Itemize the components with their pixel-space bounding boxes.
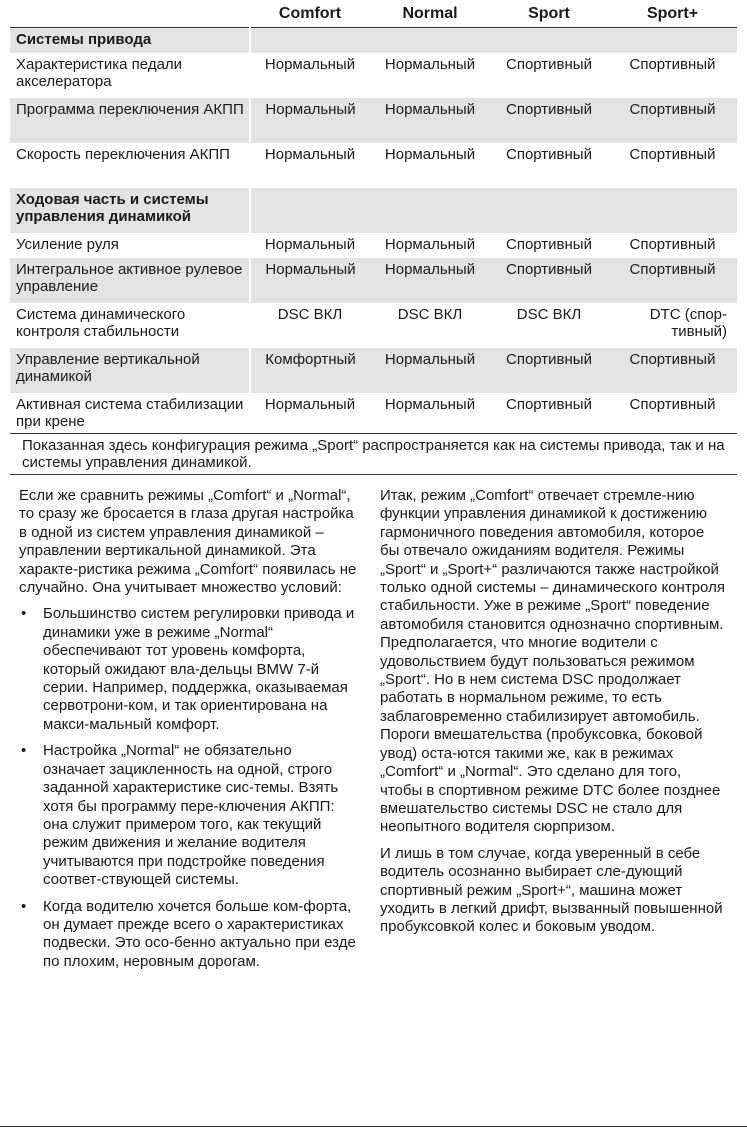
table-section-row <box>10 188 737 233</box>
cell-value: Нормальный <box>370 98 490 143</box>
cell-value: Спортивный <box>506 55 592 73</box>
cell-value: Нормальный <box>384 145 476 163</box>
right-paragraph-2: И лишь в том случае, когда уверенный в себе водитель осознанно выбирает сле-дующий спортивный режим „Sport+“, машина может уходить в легкий дрифт, вызванный повышенной пробуксовкой колес и боковым уводом. <box>380 844 723 936</box>
cell-value: DSC ВКЛ <box>277 305 343 323</box>
bullet-list <box>19 605 357 971</box>
cell-value: Спортивный <box>490 258 608 303</box>
section-label: Ходовая часть и системы управления динамикой <box>10 188 250 233</box>
drive-mode-table <box>10 0 737 438</box>
row-label: Управление вертикальной динамикой <box>10 348 250 393</box>
cell-value: Спортивный <box>629 55 716 73</box>
cell-value: Комфортный <box>250 348 370 393</box>
section-label: Системы привода <box>10 28 250 53</box>
cell-value: Нормальный <box>250 258 370 303</box>
table-row <box>10 233 737 258</box>
row-label: Характеристика педали акселератора <box>16 55 183 90</box>
row-label: Интегральное активное рулевое управление <box>10 258 250 303</box>
cell-value: Нормальный <box>250 98 370 143</box>
row-label: Усиление руля <box>16 235 119 253</box>
cell-value: Спортивный <box>629 235 716 253</box>
cell-value: Нормальный <box>384 395 476 413</box>
cell-value: Нормальный <box>370 348 490 393</box>
table-note: Показанная здесь конфигурация режима „Sport“ распространяется как на системы привода, так и на системы управления динамикой. <box>10 433 737 475</box>
table-row <box>10 143 737 188</box>
cell-value: Нормальный <box>264 235 356 253</box>
cell-value: Спортивный <box>629 395 716 413</box>
list-item-text: Когда водителю хочется больше ком-форта, он думает прежде всего о характеристиках подвески. Это осо-бенно актуально при езде по плохим, неровным дорогам. <box>43 897 356 970</box>
cell-value: DTC (спор-тивный) <box>649 305 727 340</box>
table-row <box>10 348 737 393</box>
cell-value: Нормальный <box>384 235 476 253</box>
cell-value: DSC ВКЛ <box>397 305 463 323</box>
list-item <box>19 742 357 889</box>
right-paragraph-1: Итак, режим „Comfort“ отвечает стремле-нию функции управления динамикой к достижению гармоничного поведения автомобиля, которое бы отвечало ожиданиям водителя. Режимы „Sport“ и „Sport+“ различаются также настройкой только одной системы – динамического контроля стабильности. Уже в режиме „Sport“ поведение автомобиля становится однозначно спортивным. Предполагается, что многие водители с удовольствием будут пользоваться режимом „Sport“. Но в нем система DSC продолжает работать в нормальном режиме, то есть заблаговременно стабилизирует автомобиль. Пороги вмешательства (пробуксовка, боковой увод) оста-ются такими же, как в режимах „Comfort“ и „Normal“. Это сделано для того, чтобы в спортивном режиме DTC более позднее вмешательство системы DSC не стало для неопытного водителя сюрпризом. <box>380 487 725 836</box>
cell-value: Спортивный <box>608 258 737 303</box>
header-sport: Sport <box>490 0 608 28</box>
cell-value: Нормальный <box>384 55 476 73</box>
list-item-text: Настройка „Normal“ не обязательно означает зацикленность на одной, строго заданной характеристике сис-темы. Взять хотя бы программу пере-ключения АКПП: она служит примером того, как текущий режим движения и желание водителя учитываются при подстройке поведения соответ-ствующей системы. <box>43 742 339 889</box>
cell-value: Нормальный <box>264 145 356 163</box>
cell-value: Спортивный <box>608 348 737 393</box>
cell-value: Спортивный <box>608 98 737 143</box>
list-item <box>19 605 357 734</box>
row-label: Скорость переключения АКПП <box>16 145 230 163</box>
cell-value: Спортивный <box>490 348 608 393</box>
table-section-row <box>10 28 737 53</box>
table-row <box>10 303 737 348</box>
cell-value: Спортивный <box>506 395 592 413</box>
cell-value: Спортивный <box>506 235 592 253</box>
cell-value: Спортивный <box>506 145 592 163</box>
left-intro-paragraph: Если же сравнить режимы „Comfort“ и „Normal“, то сразу же бросается в глаза другая настройка в одной из систем управления динамикой – управлении вертикальной динамикой. Эта характе-ристика режима „Comfort“ появилась не случайно. Она учитывает множество условий: <box>19 487 357 597</box>
table-header-row <box>10 0 737 28</box>
table-row <box>10 393 737 438</box>
header-normal: Normal <box>370 0 490 28</box>
table-row <box>10 53 737 98</box>
header-comfort: Comfort <box>250 0 370 28</box>
bullet-icon: • <box>21 605 27 623</box>
table-row <box>10 98 737 143</box>
cell-value: Спортивный <box>629 145 716 163</box>
bottom-divider <box>0 1126 747 1127</box>
list-item <box>19 898 357 972</box>
cell-value: Спортивный <box>490 98 608 143</box>
row-label: Программа переключения АКПП <box>10 98 250 143</box>
cell-value: DSC ВКЛ <box>516 305 582 323</box>
text-column-left <box>19 487 357 979</box>
cell-value: Нормальный <box>264 55 356 73</box>
bullet-icon: • <box>21 742 27 760</box>
bullet-icon: • <box>21 897 27 915</box>
cell-value: Нормальный <box>264 395 356 413</box>
cell-value: Нормальный <box>370 258 490 303</box>
row-label: Система динамического контроля стабильности <box>16 305 186 340</box>
table-row <box>10 258 737 303</box>
header-empty <box>10 0 250 28</box>
text-column-right <box>380 487 725 945</box>
list-item-text: Большинство систем регулировки привода и динамики уже в режиме „Normal“ обеспечивают тот уровень комфорта, который ожидают вла-дельцы BMW 7-й серии. Например, поддержка, оказываемая сервотрони-ком, и так ориентирована на макси-мальный комфорт. <box>43 605 355 733</box>
row-label: Активная система стабилизации при крене <box>16 395 244 430</box>
header-sport-plus: Sport+ <box>608 0 737 28</box>
